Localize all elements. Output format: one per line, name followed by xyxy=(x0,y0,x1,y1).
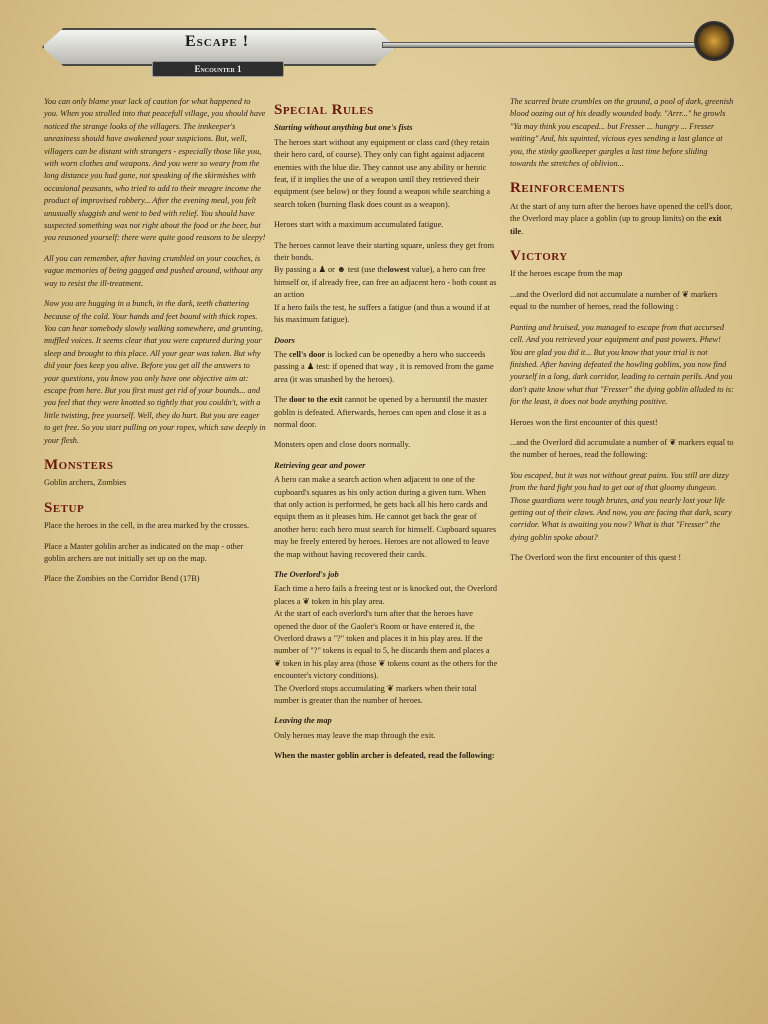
exit-door-text xyxy=(274,394,498,431)
cell-door-text xyxy=(274,349,498,386)
setup-heading: Setup xyxy=(44,499,85,516)
reinforcements-text: At the start of any turn after the heroes have opened the cell's door, the Overlord may place a goblin (up to group limits) on the exit tile. xyxy=(510,201,733,236)
doors-heading: Doors xyxy=(274,335,295,345)
scarred-text: The scarred brute crumbles on the ground, a pool of dark, greenish blood oozing out of his deadly wounded body. "Arrr..." he growls "Ya may think you escaped... but Fresser ... hungry ... Fresser waiting" And, his squinted, vicious eyes sending a last glance at you, the stinky gaolkeeper gurgles a last time before sliding towards the stretches of oblivion... xyxy=(510,97,734,169)
monsters-doors-text: Monsters open and close doors normally. xyxy=(274,440,411,450)
panting-text: Panting and bruised, you managed to escape from that accursed cell. And you retrieved your equipment and past powers. Phew! You are glad you did it... But you know that your trial is not finished. After having defeated the howling goblins, you now find yourself in a long, dark corridor, leading to certain perils. And you don't quite know what that "Fresser" the dying goblin alluded to is: for the least, it does not bode anything positive. xyxy=(510,322,734,407)
overlord-text-2c: tokens count as the others for the encounter's victory conditions). xyxy=(274,658,498,681)
strength-icon: ♟ xyxy=(318,265,326,275)
did-2: markers equal to the number of heroes, read the following: xyxy=(510,437,734,460)
gear-text: A hero can make a search action when adjacent to one of the cupboard's squares as his only action during a given turn. When that only action is performed, he gets back all his hero cards and equips them as it pleases him. He cannot get back the gear of another hero: each hero must search for himself. Cupboard squares may be freely entered by heroes. Heroes are not allowed to leave the map without having recovered their cards. xyxy=(274,475,497,559)
overlord-text-1: Each time a hero fails a freeing test or is knocked out, the Overlord places a xyxy=(274,584,498,606)
victory-heading: Victory xyxy=(510,248,568,265)
drop-icon: ❦ xyxy=(378,658,386,668)
drop-icon: ❦ xyxy=(302,596,310,606)
bonds-text-1: The heroes cannot leave their starting square, unless they get from their bonds. xyxy=(274,240,495,263)
monsters-text: Goblin archers, Zombies xyxy=(44,478,127,488)
bonds-text-2b: test (use the xyxy=(347,265,388,275)
column-middle xyxy=(274,104,498,771)
cell-text-2: test: if opened that way , it is removed from the game area (it was smashed by the heroes). xyxy=(274,362,494,384)
escaped-text: You escaped, but it was not without great pains. You still are dizzy from the hard fight you had to get out of that gloomy dungeon. Those guardians were tough brutes, and you nearly lost your life getting out of their claws. And now, you are facing that dark, scary corridor. What is awaiting you now? What is that "Fresser" the dying goblin spoke about? xyxy=(510,470,732,542)
strength-icon: ♟ xyxy=(306,362,315,372)
drop-icon: ❦ xyxy=(681,289,689,299)
leave-text: Only heroes may leave the map through the exit. xyxy=(274,730,436,740)
defeated-bold: When the master goblin archer is defeated, read the following: xyxy=(274,751,495,761)
exit-text: cannot be opened by a herountil the master goblin is defeated. Afterwards, heroes can open and close it as a normal door. xyxy=(274,395,488,429)
fatigue-text: Heroes start with a maximum accumulated fatigue. xyxy=(274,220,444,230)
leave-heading: Leaving the map xyxy=(274,716,332,726)
bonds-text-2c: value), a hero can free himself or, if already free, can free an adjacent hero - both count as an action xyxy=(274,265,497,300)
overlord-text-2: At the start of each overlord's turn after that the heroes have opened the door of the Gaoler's Room or have entered it, the Overlord draws a "?" token and places it in his play area. If the number of "?" tokens is equal to 5, he discards them and places a xyxy=(274,609,490,656)
monsters-heading: Monsters xyxy=(44,456,114,473)
bonds-text xyxy=(274,240,498,327)
overlord-heading: The Overlord's job xyxy=(274,570,339,579)
defeated-text xyxy=(274,750,498,762)
exit-pre: The xyxy=(274,395,287,405)
did-not-2: markers equal to the number of heroes, read the following : xyxy=(510,289,718,312)
column-left xyxy=(44,96,266,594)
overlord-text-1b: token in his play area. xyxy=(311,596,385,606)
setup-text-1: Place the heroes in the cell, in the area marked by the crosses. xyxy=(44,521,250,531)
overlord-won-text: The Overlord won the first encounter of this quest ! xyxy=(510,553,682,563)
overlord-text-3: The Overlord stops accumulating xyxy=(274,683,385,693)
bonds-text-2a: By passing a xyxy=(274,265,317,275)
column-right xyxy=(510,96,734,573)
starting-heading: Starting without anything but one's fists xyxy=(274,123,413,133)
title-banner xyxy=(22,18,738,82)
page-title: Escape ! xyxy=(184,33,250,50)
setup-text-3: Place the Zombies on the Corridor Bend (17B) xyxy=(44,574,200,584)
overlord-text-3b: markers when their total number is greater than the number of heroes. xyxy=(274,683,477,706)
skull-icon: ☻ xyxy=(337,265,346,275)
encounter-label: Encounter 1 xyxy=(152,61,284,77)
overlord-text-2b: token in his play area (those xyxy=(283,658,377,668)
cell-bold: cell's door xyxy=(288,349,326,359)
cell-text: is locked can be openedby a hero who succeeds passing a xyxy=(274,349,486,372)
emblem-icon xyxy=(694,21,734,61)
banner-rod xyxy=(382,42,704,48)
did-text xyxy=(510,437,734,462)
special-rules-heading: Special Rules xyxy=(274,102,374,118)
exit-bold: door to the exit xyxy=(288,395,343,405)
bonds-or: or xyxy=(328,265,335,275)
intro-paragraph-2: All you can remember, after having crumbled on your couches, is vague memories of being gagged and pushed around, without any way to resist the ill-treatment. xyxy=(44,253,263,288)
overlord-text xyxy=(274,583,498,707)
bonds-text-3: If a hero fails the test, he suffers a fatigue (and thus a wound if at his maximum fatigue). xyxy=(274,302,490,325)
intro-paragraph-1: You can only blame your lack of caution for what happened to you. When you strolled into that peacefull village, you should have noticed the strange looks of the villagers. The innkeeper's uneasiness should have awakened your suspicions. But, well, villagers can be distant with strangers - especially those like you, with worn clothes and weapons. And you were so weary from the long distance you had gone, not speaking of the skirmishes with occasional peasants, who tried to add to their meagre income the product of improvised robbery... After the evening meal, you felt unusually sluggish and went to bed with relief. You should have suspected something was not right about the food or the beer, but you reasoned yourself: there were quite good reasons to be sleepy! xyxy=(44,97,266,243)
victory-text: If the heroes escape from the map xyxy=(510,269,623,279)
reinforcements-heading: Reinforcements xyxy=(510,180,626,197)
reinforcements-body: At the start of any turn after the heroes have opened the cell's door, the Overlord may place a goblin (up to group limits) on the xyxy=(510,201,733,224)
intro-paragraph-3: Now you are hugging in a bunch, in the dark, teeth chattering because of the cold. Your hands and feet bound with thick ropes. You can hear somebody slowly walking somewhere, and grunting, muffled voices. It seems clear that you were captured during your sleep and brought to this place. All your gear was taken. But why did your foes keep you alive. Before you get all the answers to your questions, you know you only have one objective aim at: escape from here. But you first must get rid of your bounds... and you feel that they were knotted so tightly that you couldn't, with a little twisting, free yourself. Well, they do hurt. But you are eager to get free. So you start pulling on your ropes, which saw deeply in your flesh. xyxy=(44,299,266,445)
drop-icon: ❦ xyxy=(274,658,281,668)
bonds-lowest: lowest xyxy=(387,265,410,275)
did-not-text xyxy=(510,289,734,314)
setup-text-2: Place a Master goblin archer as indicated on the map - other goblin archers are not initially set up on the map. xyxy=(44,541,244,563)
drop-icon: ❦ xyxy=(386,683,394,693)
exit-tile-bold: exit tile xyxy=(510,214,722,236)
did-not-1: ...and the Overlord did not accumulate a number of xyxy=(510,289,680,299)
drop-icon: ❦ xyxy=(669,437,677,447)
did-1: ...and the Overlord did accumulate a number of xyxy=(510,437,668,447)
heroes-won-text: Heroes won the first encounter of this quest! xyxy=(510,417,658,427)
gear-heading: Retrieving gear and power xyxy=(274,460,366,470)
starting-text: The heroes start without any equipment or class card (they retain their hero card, of course). They only can fight against adjacent enemies with the blue die. They cannot use any ability or heroic feat, if it implies the use of a weapon until they retrieved their equipment (see below) or they found a weapon while searching a search token (burning flask does count as a weapon). xyxy=(274,137,491,209)
cell-pre: The xyxy=(274,349,287,359)
